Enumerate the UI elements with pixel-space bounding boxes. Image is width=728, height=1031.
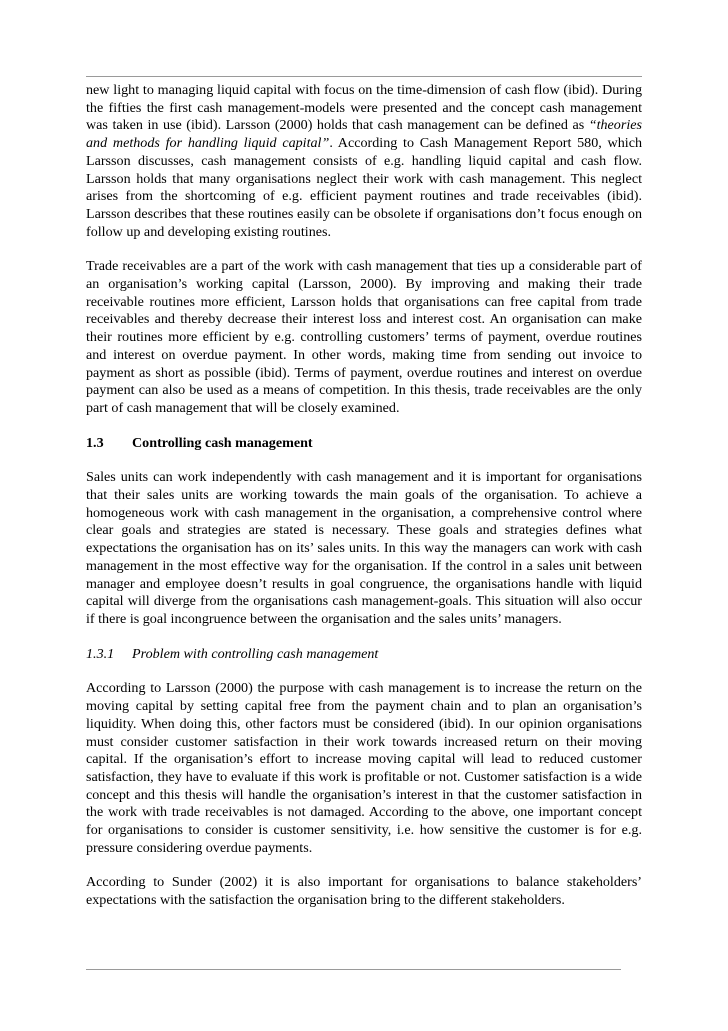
paragraph-purpose-cash-management: According to Larsson (2000) the purpose with cash management is to increase the return on the moving capital by setting capital free from the payment chain and to plan an organisation’s liquidity. When doing this, other factors must be considered (ibid). In our opinion organisations must consider customer satisfaction in their work towards increased return on their moving capital. If the organisation’s effort to increase moving capital will lead to reduced customer satisfaction, they have to evaluate if this work is profitable or not. Customer satisfaction is a wide concept and this thesis will handle the organisation’s interest in that the customer satisfaction in the work with trade receivables is not damaged. According to the above, one important concept for organisations to consider is customer sensitivity, i.e. how sensitive the customer is for e.g. pressure considering overdue payments. [86,680,642,856]
footer-rule [86,969,621,970]
section-number: 1.3 [86,434,104,451]
section-heading [86,435,642,453]
header-rule [86,76,642,77]
paragraph-trade-receivables: Trade receivables are a part of the work with cash management that ties up a considerable part of an organisation’s working capital (Larsson, 2000). By improving and making their trade receivable routines more efficient, Larsson holds that organisations can free capital from trade receivables and thereby decrease their interest loss and interest cost. An organisation can make their routines more efficient by e.g. controlling customers’ terms of payment, overdue routines and interest on overdue payment. In other words, making time from sending out invoice to payment as short as possible (ibid). Terms of payment, overdue routines and interest on overdue payment can also be used as a means of competition. In this thesis, trade receivables are the only part of cash management that will be closely examined. [86,258,642,416]
paragraph-sales-units: Sales units can work independently with cash management and it is important for organisations that their sales units are working towards the main goals of the organisation. To achieve a homogeneous work with cash management in the organisation, a comprehensive control where clear goals and strategies are stated is necessary. These goals and strategies defines what expectations the organisation has on its’ sales units. In this way the managers can work with cash management in the most effective way for the organisation. If the control in a sales unit between manager and employee doesn’t results in goal congruence, the organisations handle with liquid capital will diverge from the organisations cash management-goals. This situation will also occur if there is goal incongruence between the organisation and the sales units’ managers. [86,469,642,627]
paragraph-text: new light to managing liquid capital with focus on the time-dimension of cash flow (ibid). During the fifties the first cash management-models were presented and the concept cash management was taken in use (ibid). Larsson (2000) holds that cash management can be defined as [86,82,642,134]
subsection-heading [86,646,642,664]
subsection-number: 1.3.1 [86,645,115,662]
paragraph-cash-management-history [86,82,642,241]
subsection-title: Problem with controlling cash management [132,645,379,662]
definition-quote: “theories and methods for handling liquid capital” [86,117,642,152]
page-body [86,82,642,927]
paragraph-text: . According to Cash Management Report 580, which Larsson discusses, cash management consists of e.g. handling liquid capital and cash flow. Larsson holds that many organisations neglect their work with cash management. This neglect arises from the shortcoming of e.g. efficient payment routines and trade receivables (ibid). Larsson describes that these routines easily can be obsolete if organisations don’t focus enough on follow up and developing existing routines. [86,135,642,240]
paragraph-stakeholders: According to Sunder (2002) it is also important for organisations to balance stakeholders’ expectations with the satisfaction the organisation bring to the different stakeholders. [86,874,642,909]
section-title: Controlling cash management [132,434,313,451]
